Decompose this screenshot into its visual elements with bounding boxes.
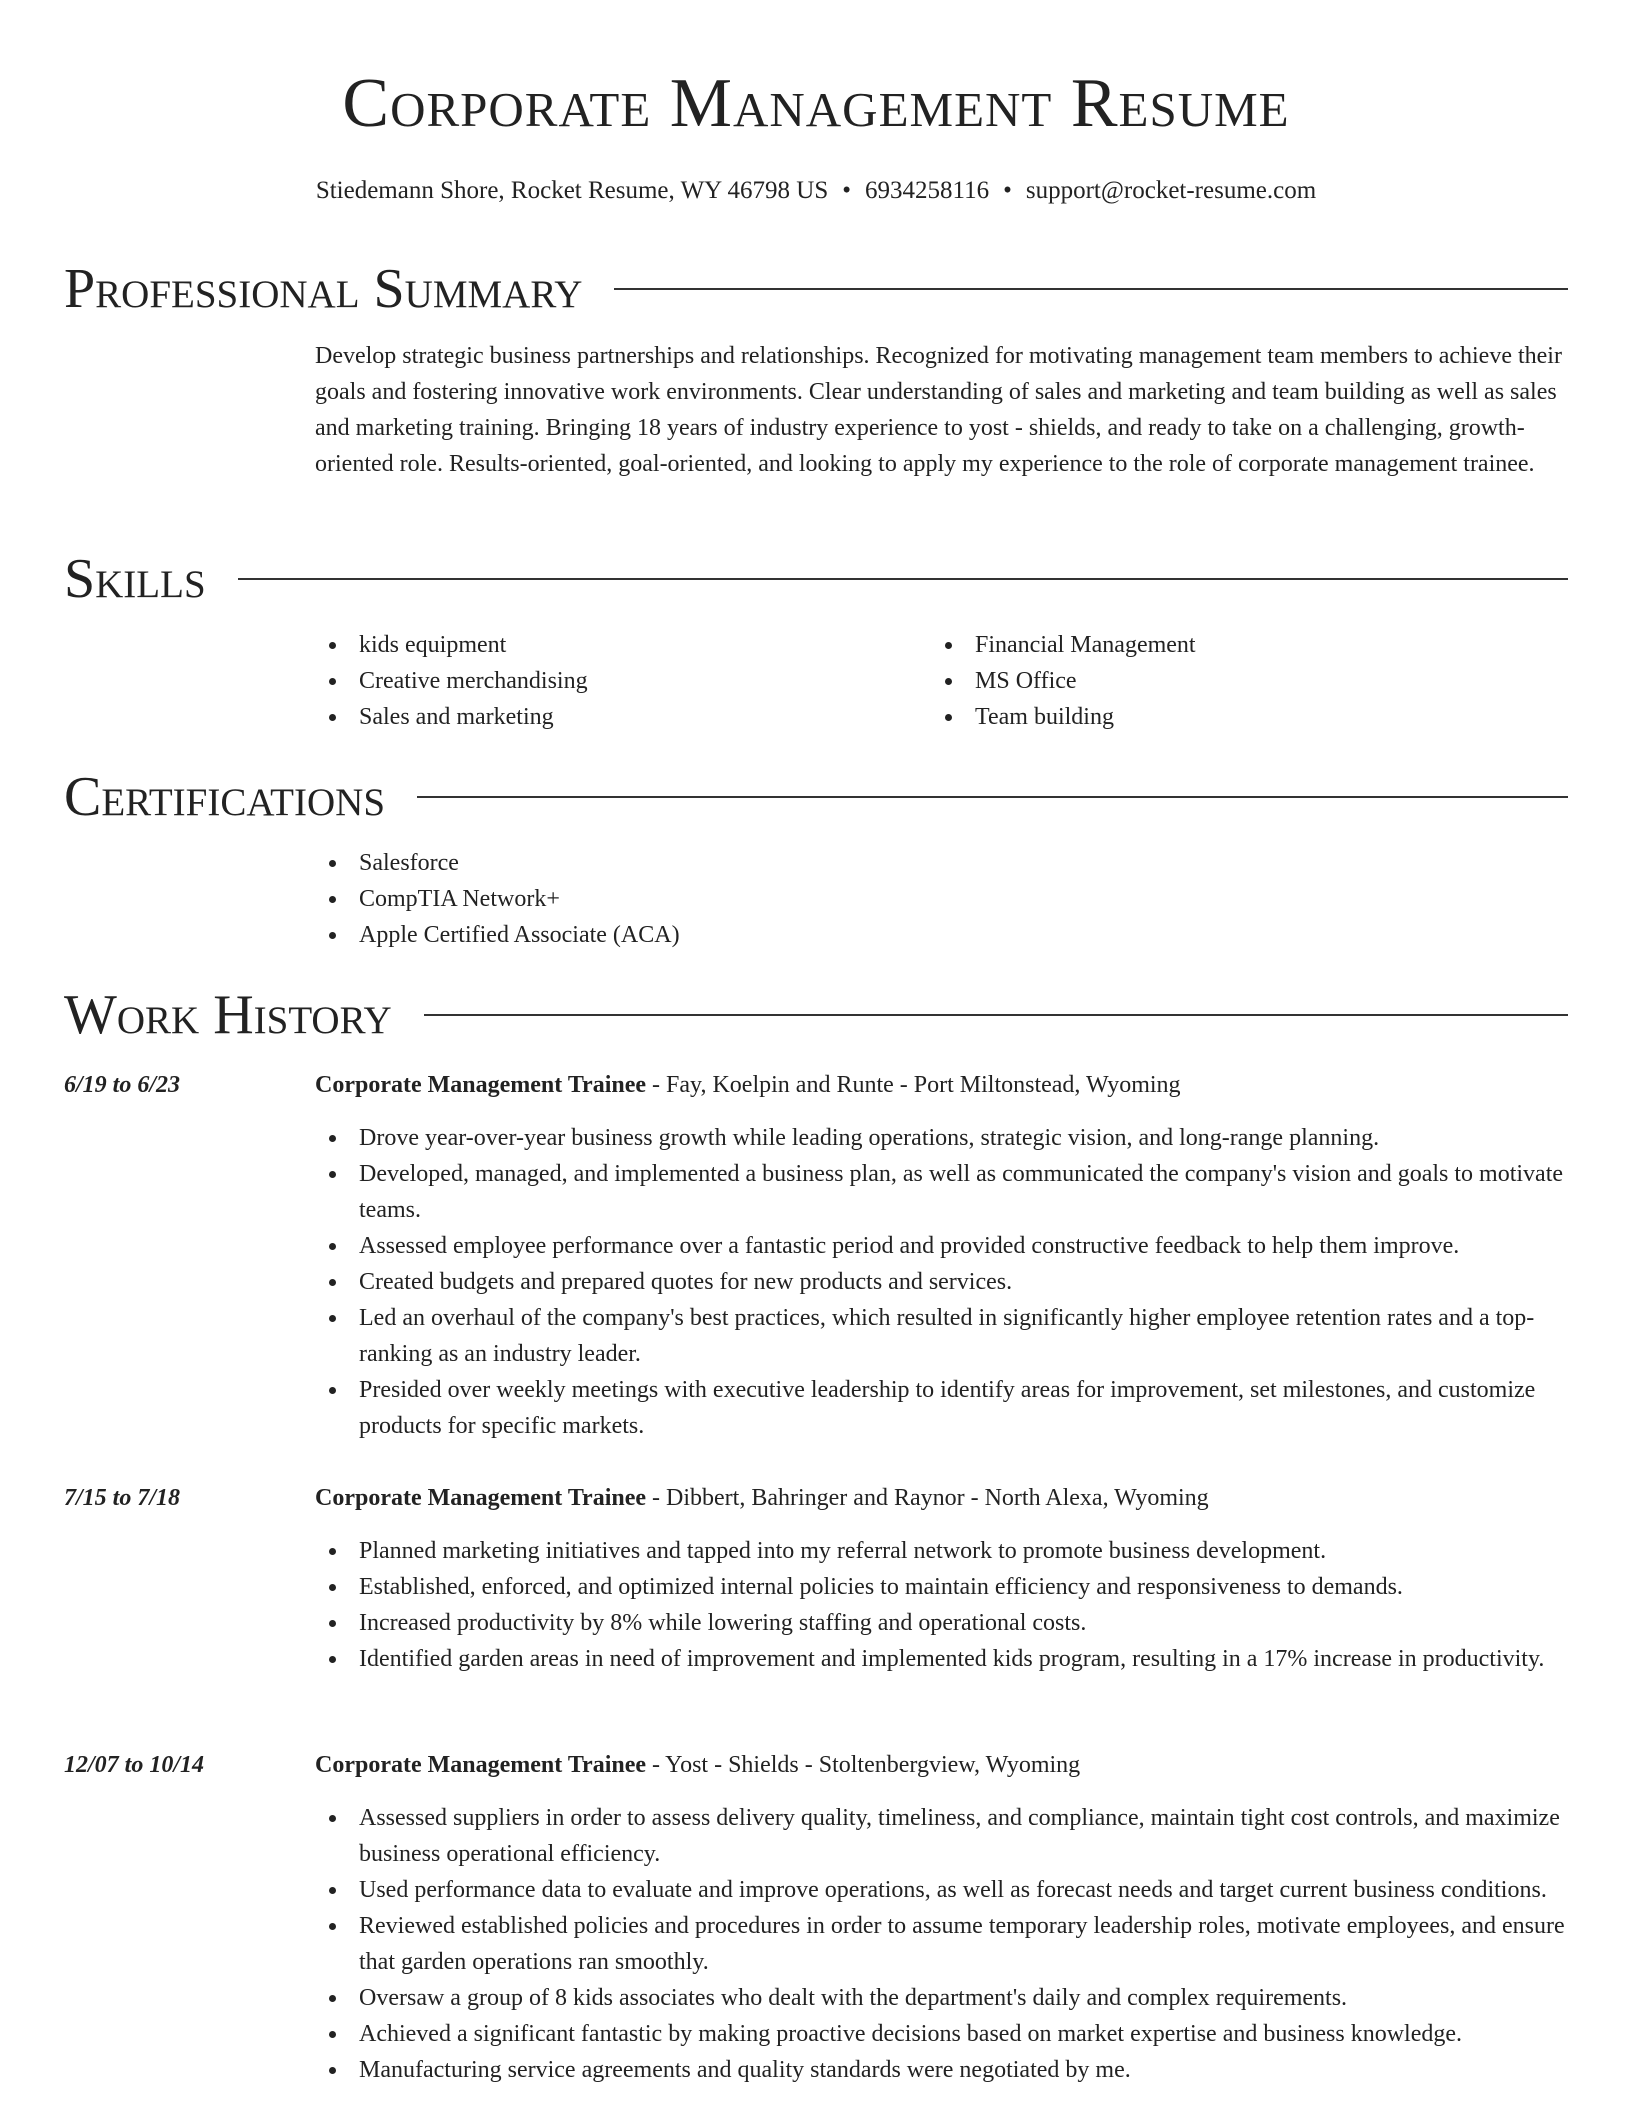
certifications-heading: Certifications xyxy=(64,766,386,828)
job-title-line xyxy=(315,1480,1570,1516)
certification-item: Apple Certified Associate (ACA) xyxy=(315,917,1570,953)
skill-item: Creative merchandising xyxy=(315,663,915,699)
job-duty: Assessed employee performance over a fantastic period and provided constructive feedback to help them improve. xyxy=(315,1228,1570,1264)
job-duty: Assessed suppliers in order to assess delivery quality, timeliness, and compliance, maintain tight cost controls, and maximize business operational efficiency. xyxy=(315,1800,1570,1872)
skill-item: Financial Management xyxy=(931,627,1531,663)
job-duty: Oversaw a group of 8 kids associates who dealt with the department's daily and complex requirements. xyxy=(315,1980,1570,2016)
address-text: Stiedemann Shore, Rocket Resume, WY 46798 US xyxy=(315,177,829,204)
certifications-section-header xyxy=(64,762,1568,832)
skills-heading: Skills xyxy=(64,548,206,610)
section-divider xyxy=(424,1014,1568,1016)
job-duties-list xyxy=(315,1800,1570,2088)
job-duty: Planned marketing initiatives and tapped into my referral network to promote business development. xyxy=(315,1533,1570,1569)
job-employer: - Dibbert, Bahringer and Raynor - North Alexa, Wyoming xyxy=(646,1485,1209,1511)
job-duty: Used performance data to evaluate and improve operations, as well as forecast needs and target current business conditions. xyxy=(315,1872,1570,1908)
job-dates: 7/15 to 7/18 xyxy=(64,1485,181,1511)
contact-separator: • xyxy=(842,177,852,204)
job-duty: Reviewed established policies and procedures in order to assume temporary leadership roles, motivate employees, and ensure that garden operations ran smoothly. xyxy=(315,1908,1570,1980)
email-link[interactable]: support@rocket-resume.com xyxy=(1025,177,1317,204)
job-duty: Manufacturing service agreements and quality standards were negotiated by me. xyxy=(315,2052,1570,2088)
job-employer: - Yost - Shields - Stoltenbergview, Wyoming xyxy=(646,1752,1081,1778)
contact-line xyxy=(0,174,1632,208)
summary-text: Develop strategic business partnerships and relationships. Recognized for motivating management team members to achieve their goals and fostering innovative work environments. Clear understanding of sales and marketing and team building as well as sales and marketing training. Bringing 18 years of industry experience to yost - shields, and ready to take on a challenging, growth-oriented role. Results-oriented, goal-oriented, and looking to apply my experience to the role of corporate management trainee. xyxy=(315,343,1562,477)
skills-list-left xyxy=(315,627,915,735)
job-duty: Developed, managed, and implemented a business plan, as well as communicated the company's vision and goals to motivate teams. xyxy=(315,1156,1570,1228)
work-history-section-header xyxy=(64,980,1568,1050)
job-duty: Established, enforced, and optimized internal policies to maintain efficiency and responsiveness to demands. xyxy=(315,1569,1570,1605)
skills-list-right xyxy=(931,627,1531,735)
job-dates: 6/19 to 6/23 xyxy=(64,1072,181,1098)
job-role: Corporate Management Trainee xyxy=(315,1072,647,1098)
job-duties-list xyxy=(315,1533,1570,1677)
work-history-heading: Work History xyxy=(64,984,392,1046)
summary-section-header xyxy=(64,254,1568,324)
job-duties-list xyxy=(315,1120,1570,1444)
summary-heading: Professional Summary xyxy=(64,258,583,320)
job-employer: - Fay, Koelpin and Runte - Port Miltonstead, Wyoming xyxy=(646,1072,1181,1098)
certification-item: Salesforce xyxy=(315,845,1570,881)
job-duty: Achieved a significant fantastic by making proactive decisions based on market expertise and business knowledge. xyxy=(315,2016,1570,2052)
job-duty: Presided over weekly meetings with executive leadership to identify areas for improvement, set milestones, and customize products for specific markets. xyxy=(315,1372,1570,1444)
skill-item: Sales and marketing xyxy=(315,699,915,735)
job-dates: 12/07 to 10/14 xyxy=(64,1752,205,1778)
job-duty: Identified garden areas in need of improvement and implemented kids program, resulting in a 17% increase in productivity. xyxy=(315,1641,1570,1677)
phone-text: 6934258116 xyxy=(865,177,990,204)
section-divider xyxy=(614,288,1568,290)
resume-title: Corporate Management Resume xyxy=(342,65,1290,142)
skills-section-header xyxy=(64,544,1568,614)
job-duty: Drove year-over-year business growth while leading operations, strategic vision, and long-range planning. xyxy=(315,1120,1570,1156)
certification-item: CompTIA Network+ xyxy=(315,881,1570,917)
section-divider xyxy=(238,578,1568,580)
job-role: Corporate Management Trainee xyxy=(315,1485,647,1511)
certifications-list xyxy=(315,845,1570,953)
job-duty: Created budgets and prepared quotes for new products and services. xyxy=(315,1264,1570,1300)
job-duty: Led an overhaul of the company's best practices, which resulted in significantly higher employee retention rates and a top-ranking as an industry leader. xyxy=(315,1300,1570,1372)
section-divider xyxy=(417,796,1568,798)
skill-item: MS Office xyxy=(931,663,1531,699)
job-duty: Increased productivity by 8% while lowering staffing and operational costs. xyxy=(315,1605,1570,1641)
job-title-line xyxy=(315,1747,1570,1783)
job-role: Corporate Management Trainee xyxy=(315,1752,647,1778)
contact-separator: • xyxy=(1003,177,1012,204)
skill-item: Team building xyxy=(931,699,1531,735)
skill-item: kids equipment xyxy=(315,627,915,663)
job-title-line xyxy=(315,1067,1570,1103)
